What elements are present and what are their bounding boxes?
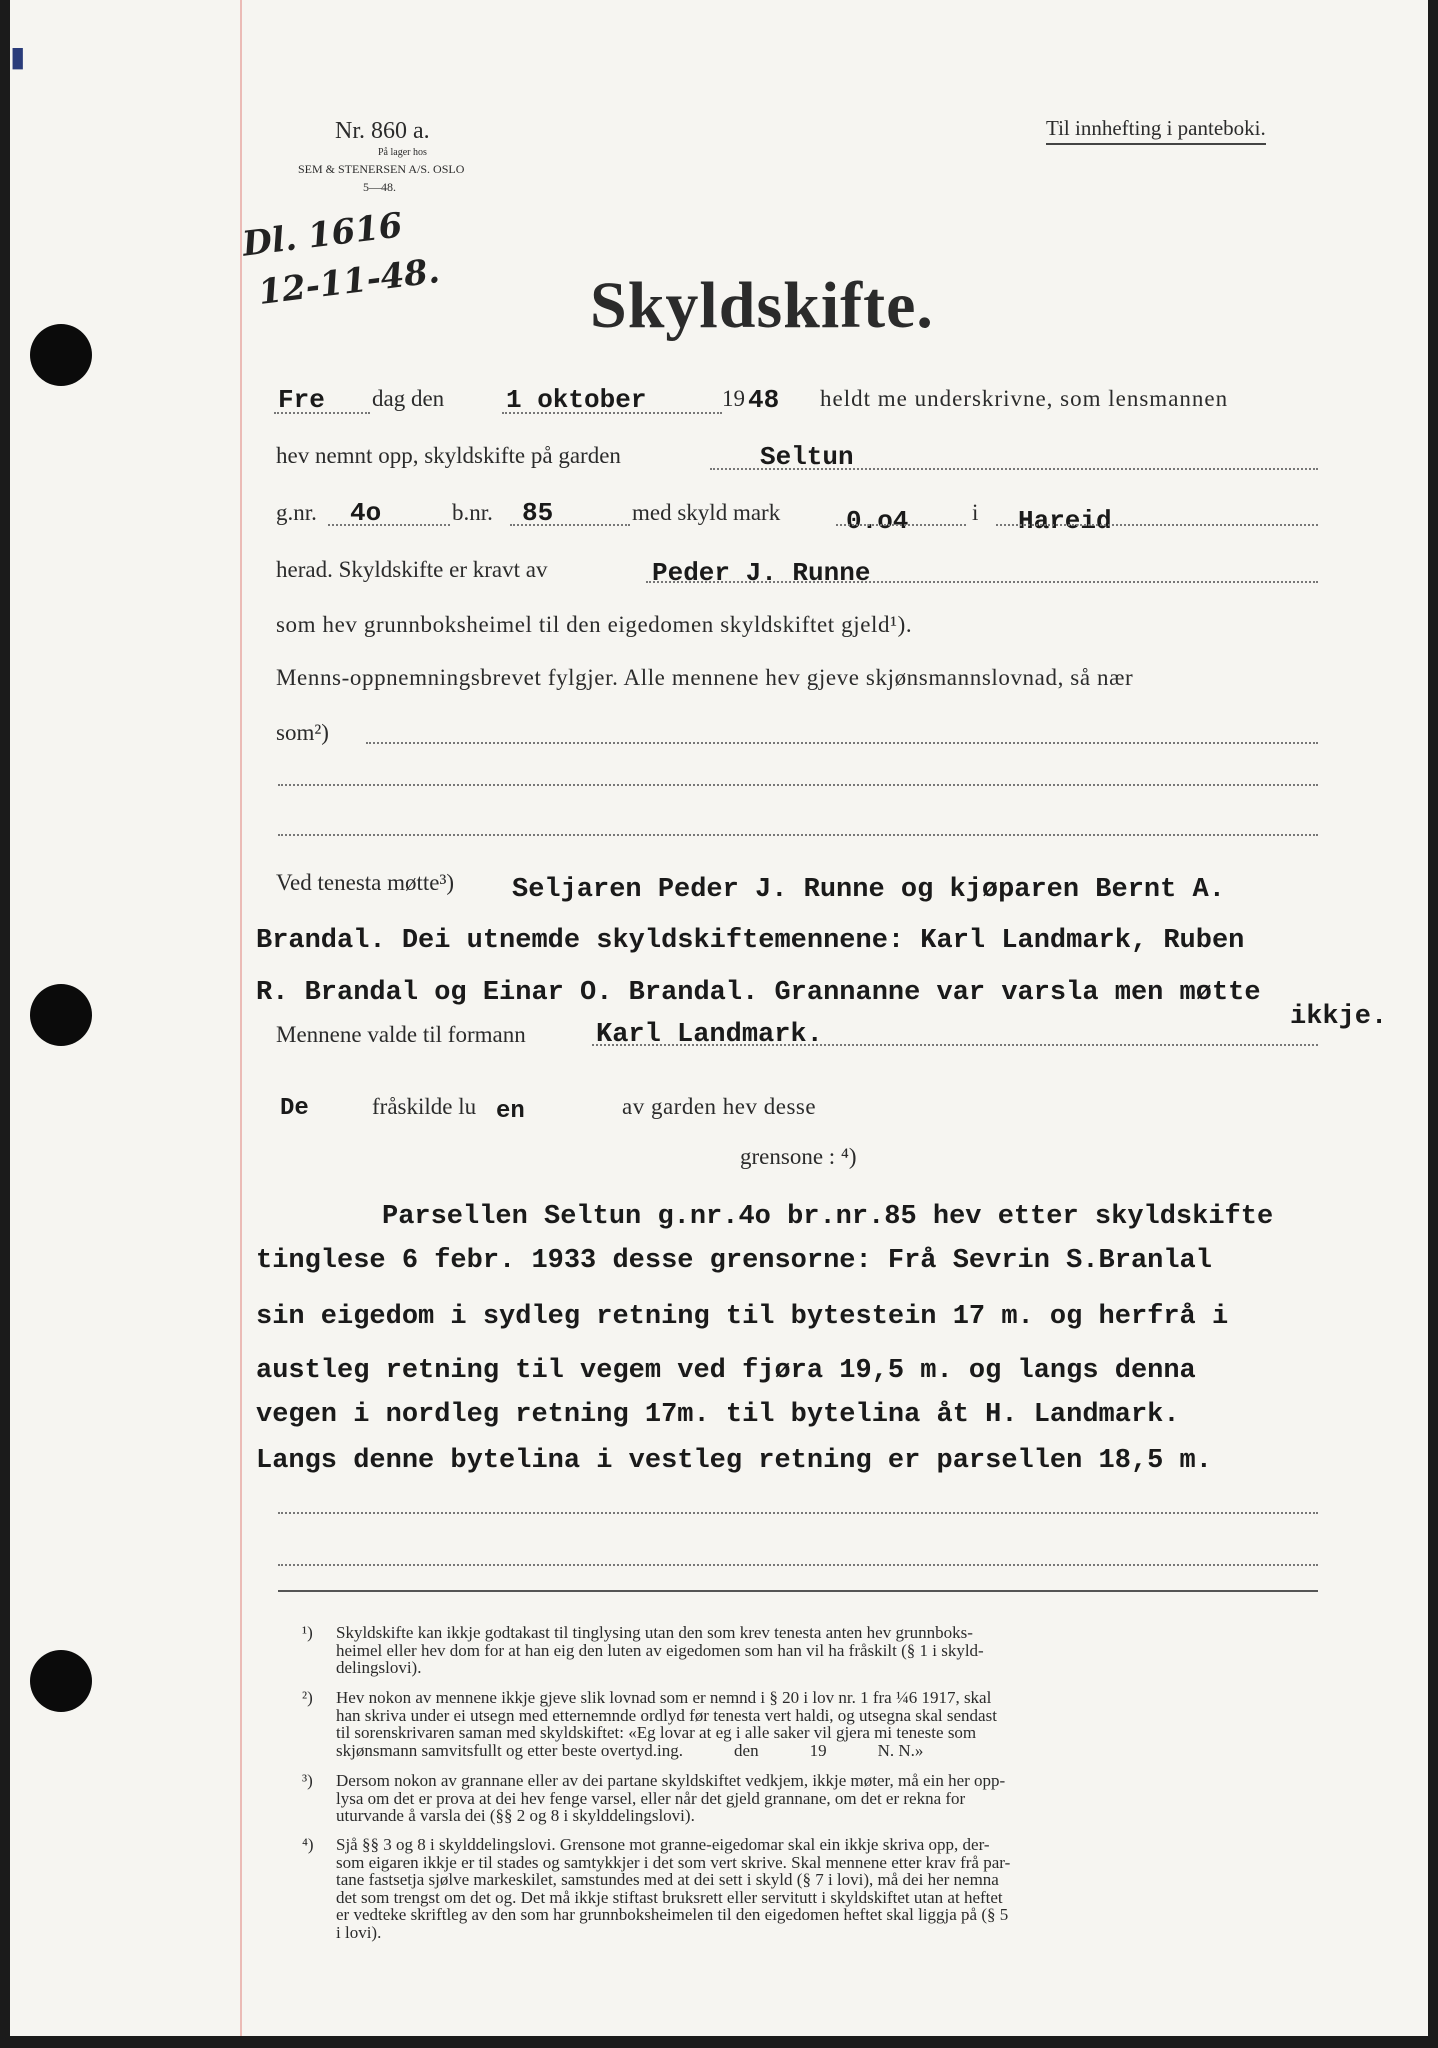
dotted-line <box>278 1512 1318 1514</box>
footnote-line: heimel eller hev dom for at han eig den luten av eigedomen som han vil ha fråskilt (§ 1 i skyld- <box>336 1640 984 1660</box>
dotted-line <box>996 524 1318 526</box>
year-field: 48 <box>748 385 780 415</box>
requested-by-field: Peder J. Runne <box>652 558 871 588</box>
date-field: 1 oktober <box>506 385 647 415</box>
label: av garden hev desse <box>622 1094 817 1119</box>
dotted-line <box>278 834 1318 836</box>
footnote-line: Skyldskifte kan ikkje godtakast til tinglysing utan den som krev tenesta anten hev grunnboks- <box>336 1623 973 1642</box>
day-field: Fre <box>278 385 325 415</box>
punch-hole <box>30 984 92 1046</box>
form-number: Nr. 860 a. <box>335 118 430 144</box>
footnote-line: uturvande å varsla dei (§§ 2 og 8 i skylddelingslovi). <box>336 1806 695 1825</box>
punch-hole <box>30 1650 92 1712</box>
margin-line <box>240 0 242 2036</box>
farm-name-field: Seltun <box>760 442 854 472</box>
footnote-line: han skriva under ei utsegn med etternemnde ordlyd før tenesta vert haldi, og utsegna skal sendast <box>336 1705 997 1725</box>
footnote-line: lysa om det er prova at dei hev fenge varsel, eller når det gjeld grannane, om det er rekna for <box>336 1788 966 1808</box>
label: fråskilde lu <box>372 1094 477 1119</box>
skyld-field: 0.o4 <box>846 506 909 536</box>
printer-name: SEM & STENERSEN A/S. OSLO <box>298 162 465 176</box>
divider <box>278 1590 1318 1592</box>
prefix-field: De <box>280 1095 309 1122</box>
dotted-line <box>274 412 370 414</box>
boundary-text: Parsellen Seltun g.nr.4o br.nr.85 hev etter skyldskifte <box>382 1202 1274 1232</box>
dotted-line <box>836 524 966 526</box>
footnote-line: det som trengst om det og. Det må ikkje stiftast bruksrett eller servitutt i skyldskiftet utan at heftet <box>336 1887 1003 1907</box>
footnote-number: ⁴) <box>302 1835 314 1854</box>
footnote-2 <box>302 1689 1328 1765</box>
footnote-number: ¹) <box>302 1623 313 1642</box>
dotted-line <box>646 581 1318 583</box>
dotted-line <box>366 742 1318 744</box>
boundary-text: sin eigedom i sydleg retning til bytestein 17 m. og herfrå i <box>256 1302 1229 1332</box>
label: Ved tenesta møtte³) <box>276 870 455 895</box>
label: i <box>972 500 979 525</box>
bnr-field: 85 <box>522 498 554 528</box>
handwritten-date: 12-11-48. <box>256 251 442 313</box>
label: heldt me underskrivne, som lensmannen <box>820 386 1229 411</box>
footnote-line: tane fastsetja sjølve markeskilet, samstundes med at dei sett i skyld (§ 7 i lovi), må dei her nemna <box>336 1870 999 1889</box>
dotted-line <box>328 524 450 526</box>
footnote-line: delingslovi). <box>336 1658 422 1677</box>
label: 19 <box>722 386 745 411</box>
label: dag den <box>372 386 445 411</box>
label: som²) <box>276 720 329 745</box>
footnote-number: ³) <box>302 1771 313 1790</box>
label: b.nr. <box>452 500 493 525</box>
footnote-line: Hev nokon av mennene ikkje gjeve slik lovnad som er nemnd i § 20 i lov nr. 1 fra ¼6 1917, skal <box>336 1688 992 1707</box>
document-title: Skyldskifte. <box>590 269 934 342</box>
footnote-line: til sorenskrivaren saman med skyldskiftet: «Eg lovar at eg i alle saker vil gjera mi teneste som <box>336 1723 977 1742</box>
boundary-text: austleg retning til vegem ved fjøra 19,5 m. og langs denna <box>256 1356 1196 1386</box>
footnote-line: skjønsmann samvitsfullt og etter beste overtyd.ing. den 19 N. N.» <box>336 1740 924 1760</box>
printer-date: 5—48. <box>363 180 396 194</box>
label: g.nr. <box>276 500 317 525</box>
footnote-line: er vedteke skriftleg av den som har grunnboksheimelen til den eigedomen heftet skal liggja på (§ 5 <box>336 1905 1009 1924</box>
footnote-3 <box>302 1772 1328 1832</box>
chairman-field: Karl Landmark. <box>596 1020 823 1050</box>
label: grensone : ⁴) <box>740 1144 857 1169</box>
dotted-line <box>502 412 722 414</box>
present-text: Brandal. Dei utnemde skyldskiftemennene: Karl Landmark, Ruben <box>256 926 1245 956</box>
footnote-line: i lovi). <box>336 1922 382 1942</box>
printer-note: På lager hos <box>378 147 427 158</box>
boundary-text: vegen i nordleg retning 17m. til bytelina åt H. Landmark. <box>256 1400 1180 1430</box>
present-text: Seljaren Peder J. Runne og kjøparen Bernt A. <box>512 875 1225 905</box>
footnote-line: som eigaren ikkje er til stades og samtykkjer i det som vert skrive. Skal mennene etter krav frå par- <box>336 1852 1011 1872</box>
dotted-line <box>592 1044 1318 1046</box>
label: med skyld mark <box>632 500 781 525</box>
label: herad. Skyldskifte er kravt av <box>276 557 548 582</box>
dotted-line <box>278 1564 1318 1566</box>
dotted-line <box>278 784 1318 786</box>
present-text: R. Brandal og Einar O. Brandal. Grannanne var varsla men møtte <box>256 978 1261 1008</box>
present-text: ikkje. <box>1290 1002 1388 1032</box>
footnote-line: Dersom nokon av grannane eller av dei partane skyldskiftet vedkjem, ikkje møter, må ein her opp- <box>336 1771 1006 1790</box>
dotted-line <box>710 468 1318 470</box>
punch-hole <box>30 324 92 386</box>
handwritten-reference: Dl. 1616 <box>240 205 405 265</box>
footnote-4 <box>302 1836 1328 1946</box>
gnr-field: 4o <box>350 498 382 528</box>
suffix-field: en <box>496 1098 525 1125</box>
footnote-1 <box>302 1624 1328 1684</box>
form-text: Menns-oppnemningsbrevet fylgjer. Alle mennene hev gjeve skjønsmannslovnad, så nær <box>276 665 1134 690</box>
footnote-number: ²) <box>302 1688 313 1707</box>
form-text: som hev grunnboksheimel til den eigedomen skyldskiftet gjeld¹). <box>276 612 913 637</box>
label: hev nemnt opp, skyldskifte på garden <box>276 443 621 468</box>
label: Mennene valde til formann <box>276 1022 526 1047</box>
municipality-field: Hareid <box>1018 506 1112 536</box>
ink-mark: ▮ <box>10 42 26 73</box>
filing-note: Til innhefting i panteboki. <box>1046 116 1266 145</box>
boundary-text: tinglese 6 febr. 1933 desse grensorne: Frå Sevrin S.Branlal <box>256 1246 1212 1276</box>
boundary-text: Langs denne bytelina i vestleg retning er parsellen 18,5 m. <box>256 1446 1212 1476</box>
dotted-line <box>510 524 630 526</box>
footnote-line: Sjå §§ 3 og 8 i skylddelingslovi. Grensone mot granne-eigedomar skal ein ikkje skriva opp, der- <box>336 1835 990 1854</box>
document-page <box>10 0 1428 2036</box>
